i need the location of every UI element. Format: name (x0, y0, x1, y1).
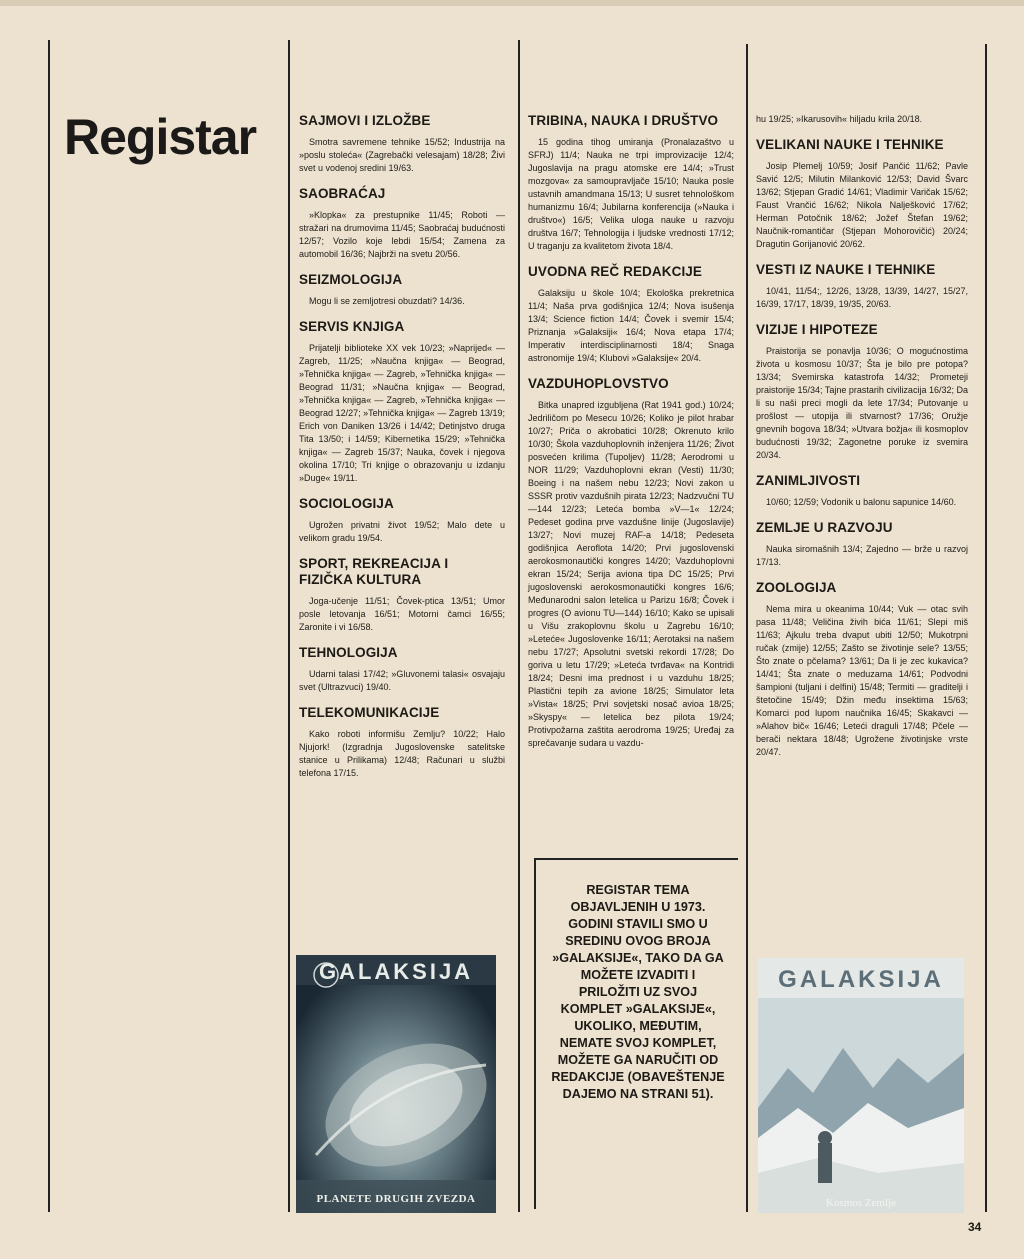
column-rule-right (985, 44, 987, 1212)
index-column-1 (299, 113, 505, 791)
column-rule-3 (746, 44, 748, 1212)
section-heading: VESTI IZ NAUKE I TEHNIKE (756, 262, 936, 277)
section-text: Galaksiju u škole 10/4; Ekološka prekretnica 11/4; Naša prva godišnjica 12/4; Nova isušenja 13/4; Science fiction 14/4; Čovek i svemir 15/4; Priznanja »Galaksiji« 16/4; Nova etapa 17/4; Imperativ interdisciplinarnosti 18/4; Snaga astronomije 19/4; Klubovi »Galaksije« 20/4. (528, 288, 734, 363)
cover-1-artwork (296, 955, 496, 1213)
section-text: Smotra savremene tehnike 15/52; Industrija na »poslu stoleća« (Zagrebački velesajam) 18/28; Živi svet u vodenoj sredini 19/63. (299, 137, 505, 173)
index-column-2 (528, 113, 734, 761)
section-heading: VELIKANI NAUKE I TEHNIKE (756, 137, 944, 152)
index-section (756, 520, 968, 569)
page-number: 34 (968, 1220, 982, 1234)
cover-1-masthead: GALAKSIJA (318, 959, 474, 984)
section-heading: UVODNA REČ REDAKCIJE (528, 264, 703, 279)
index-section (528, 376, 734, 750)
page-title: Registar (64, 109, 257, 165)
index-section (299, 645, 505, 694)
section-heading: SOCIOLOGIJA (299, 496, 394, 511)
section-text-continued: hu 19/25; »Ikarusovih« hiljadu krila 20/18. (756, 114, 923, 124)
section-text: Nema mira u okeanima 10/44; Vuk — otac svih pasa 11/48; Veličina živih bića 11/61; Slepi miš 11/63; Ajkulu treba dvaput ubiti 12/50; Mukotrpni ručak (zmije) 12/55; Zašto se životinje sele? 13/55; Što znate o pčelama? 13/61; Da li je zec kukavica? 14/41; Šta znate o meduzama 14/61; Podvodni šampioni (tuljani i delfini) 15/48; Termiti — graditelji i štetočine 15/49; Džin među insektima 15/63; Komarci pod lupom naučnika 16/45; Skakavci — »Alahov bič« 16/46; Leteći draguli 17/48; Pčele — berači nektara 18/48; Ugrožene životinjske vrste 20/47. (756, 604, 968, 757)
index-section (299, 705, 505, 780)
section-text: 10/60; 12/59; Vodonik u balonu sapunice 14/60. (766, 497, 957, 507)
index-section (299, 113, 505, 175)
index-section (756, 137, 968, 251)
section-heading: SEIZMOLOGIJA (299, 272, 403, 287)
section-text: Nauka siromašnih 13/4; Zajedno — brže u razvoj 17/13. (756, 544, 968, 567)
index-section (756, 262, 968, 311)
column-rule-2 (518, 40, 520, 1212)
index-section (756, 322, 968, 462)
section-heading: TELEKOMUNIKACIJE (299, 705, 440, 720)
section-heading: SERVIS KNJIGA (299, 319, 405, 334)
index-section (299, 496, 505, 545)
index-column-3 (756, 113, 968, 770)
section-text: Praistorija se ponavlja 10/36; O mogućnostima života u kosmosu 10/37; Šta je bilo pre potopa? 13/34; Svemirska katastrofa 14/32; Prometeji praistorije 15/34; Tajne prastarih civilizacija 16/32; Da li su naši preci mogli da lete 17/34; Putovanje u prošlost — utopija ili stvarnost? 17/36; Oružje gnevnih bogova 18/34; »Utvara božja« ili kosmoplov budućnosti 19/32; Zagonetne poruke iz svemira 20/34. (756, 346, 968, 460)
index-section (528, 264, 734, 365)
magazine-cover-2 (758, 958, 964, 1213)
section-text: Joga-učenje 11/51; Čovek-ptica 13/51; Umor posle letovanja 16/51; Motorni čamci 16/55; Zaronite i vi 16/58. (299, 596, 505, 632)
section-text: Udarni talasi 17/42; »Gluvonemi talasi« osvajaju svet (Ultrazvuci) 19/40. (299, 669, 505, 692)
section-text: Ugrožen privatni život 19/52; Malo dete u velikom gradu 19/54. (299, 520, 505, 543)
section-text: Mogu li se zemljotresi obuzdati? 14/36. (309, 296, 465, 306)
cover-2-artwork (758, 958, 964, 1213)
index-section (756, 580, 968, 759)
section-heading: ZEMLJE U RAZVOJU (756, 520, 893, 535)
page-top-edge (0, 0, 1024, 6)
index-section (299, 319, 505, 485)
index-section (299, 272, 505, 308)
section-text: Josip Plemelj 10/59; Josif Pančić 11/62; Pavle Savić 12/5; Milutin Milanković 12/53; David Švarc 13/62; Stjepan Gradić 14/61; Vladimir Varičak 15/62; Faust Vrančić 16/62; Nikola Nalješković 17/62; Herman Potočnik 18/62; Jožef Štefan 19/62; Naučnik-romantičar (Stjepan Mohorovičić) 20/24; Dragutin Gorijanović 20/62. (756, 161, 968, 249)
section-heading: VAZDUHOPLOVSTVO (528, 376, 669, 391)
section-heading: SAOBRAĆAJ (299, 186, 386, 201)
index-section (299, 186, 505, 261)
section-heading: TRIBINA, NAUKA I DRUŠTVO (528, 113, 719, 128)
cover-2-masthead: GALAKSIJA (778, 966, 944, 993)
section-text: Prijatelji biblioteke XX vek 10/23; »Naprijed« — Zagreb, 11/25; »Naučna knjiga« — Beograd, »Tehnička knjiga« — Zagreb, »Tehnička knjiga« — Beograd 11/31; »Naučna knjiga« — Beograd, »Tehnička knjiga« — Zagreb, »Tehnička knjiga« — Beograd 12/27; »Tehnička knjiga« — Zagreb 13/19; Erich von Daniken 13/26 i 14/42; Detinjstvo druga Tita 13/50; i 14/59; Kibernetika 15/29; »Tehnička knjiga« — Zagreb 15/37; Nauka, čovek i njegova okolina 17/10; Tri knjige o obrazovanju u izdanju »Duge« 19/11. (299, 343, 505, 483)
magazine-cover-1 (296, 955, 496, 1213)
column-rule-1 (288, 40, 290, 1212)
cover-1-caption: PLANETE DRUGIH ZVEZDA (316, 1193, 476, 1205)
section-text: 15 godina tihog umiranja (Pronalazaštvo u SFRJ) 11/4; Nauka ne trpi improvizacije 12/4; Jugoslavija na pragu atomske ere 14/4; »Trust mozgova« za samoupravljače 15/10; Nauka posle ustavnih amandmana 15/13; U susret tehnološkom humanizmu 16/4; Jubilarna konferencija (»Nauka i društvo«) 16/5; Velika uloga nauke u razvoju društva 16/7; Tehnologija i ljudske vrednosti 17/12; U traganju za kvalitetom života 18/4. (528, 137, 734, 251)
section-text: Kako roboti informišu Zemlju? 10/22; Halo Njujork! (Izgradnja Jugoslovenske satelitske stanice u Prilikama) 12/48; Računari u službi telefona 17/15. (299, 729, 505, 778)
section-text: Bitka unapred izgubljena (Rat 1941 god.) 10/24; Jedriličom po Mesecu 10/26; Koliko je pilot hrabar 10/27; Priča o akrobatici 10/28; Okrenuto krilo 10/30; Škola vazduhoplovnih inženjera 11/26; Život posvećen krilima (Tupoljev) 11/28; Aerodromi u NOR 11/29; Vazduhoplovni ekran (Vesti) 11/30; Boeing i na našem nebu 12/23; Novi zakon u SSSR protiv vazdušnih pirata 12/23; Nadzvučni TU—144 12/23; Leteća bomba »V—1« 12/24; Pedeset godina prve vazdušne linije (Jugoslavije) 13/27; Novi muzej RAF-a 14/18; Pedeseta godišnjica Aeroflota 14/20; Prvi jugoslovenski aerokosmonautički kongres 14/20; Vazduhoplovni ekran 15/24; Serija aviona tipa DC 15/25; Prvi jugoslovenski aerokosmonautički kongres 16/6; Međunarodni salon letelica u Parizu 16/8; Čovek i progres (O avionu TU—144) 16/10; Kako se upisali u Višu zrakoplovnu školu u Zagrebu 16/10; »Leteće« Jugoslovenke 16/11; Aerotaksi na našem nebu 17/27; Apsolutni svetski rekordi 17/28; Do goriva u letu 17/29; »Leteća tvrđava« na Kontridi 18/24; Desni ima prednost i u vazduhu 18/25; Plastični tepih za avione 18/25; Simulator leta »Vista« 18/25; Prvi sovjetski nosač avioa 18/25; »Skyspy« — letelica bez pilota 19/24; Protivpožarna zaštita aerodroma 19/25; Uređaj za sprečavanje sudara u vazdu- (528, 400, 734, 748)
section-text: »Klopka« za prestupnike 11/45; Roboti — stražari na drumovima 11/45; Saobraćaj budućnosti 12/57; Vozilo koje lebdi 15/54; Zamena za automobil 16/36; Najbrži na svetu 20/56. (299, 210, 505, 259)
section-heading: ZOOLOGIJA (756, 580, 837, 595)
column-rule-left (48, 40, 50, 1212)
section-heading: SAJMOVI I IZLOŽBE (299, 113, 431, 128)
cover-2-caption: Kosmos Zemlje (826, 1197, 896, 1209)
section-heading: ZANIMLJIVOSTI (756, 473, 861, 488)
section-heading: SPORT, REKREACIJA I FIZIČKA KULTURA (299, 556, 449, 587)
section-text: 10/41, 11/54;, 12/26, 13/28, 13/39, 14/27, 15/27, 16/39, 17/17, 18/39, 19/35, 20/63. (756, 286, 968, 309)
notice-box: REGISTAR TEMA OBJAVLJENIH U 1973. GODINI STAVILI SMO U SREDINU OVOG BROJA »GALAKSIJE«, TAKO DA GA MOŽETE IZVADITI I PRILOŽITI UZ SVOJ KOMPLET »GALAKSIJE«, UKOLIKO, MEĐUTIM, NEMATE SVOJ KOMPLET, MOŽETE GA NARUČITI OD REDAKCIJE (OBAVEŠTENJE DAJEMO NA STRANI 51). (534, 858, 738, 1209)
section-heading: VIZIJE I HIPOTEZE (756, 322, 878, 337)
index-section (756, 473, 968, 509)
section-heading: TEHNOLOGIJA (299, 645, 398, 660)
index-section (756, 113, 968, 126)
index-section (299, 556, 505, 634)
index-section (528, 113, 734, 253)
